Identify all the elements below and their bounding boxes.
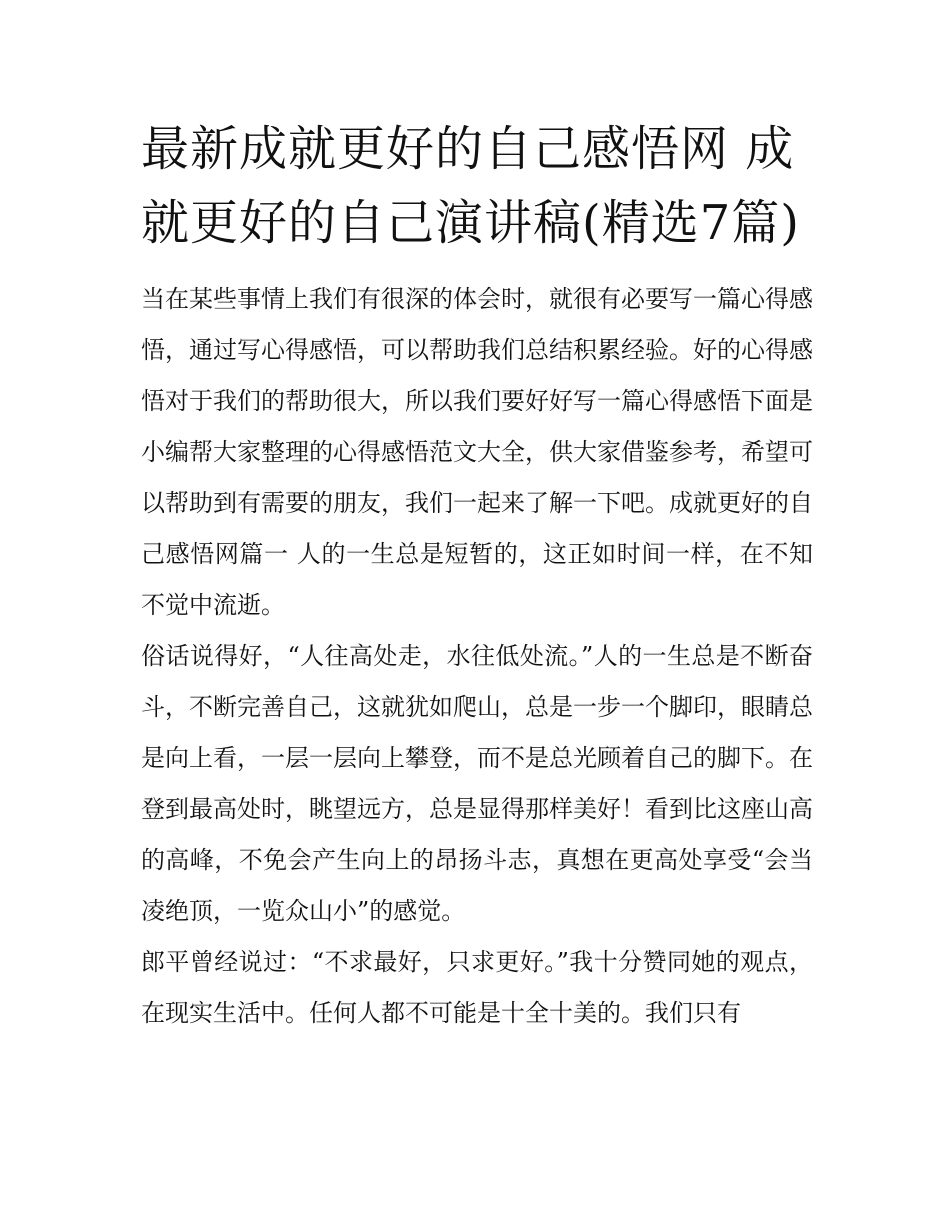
paragraph: 郎平曾经说过：“不求最好，只求更好。”我十分赞同她的观点，在现实生活中。任何人都不可能是十全十美的。我们只有 <box>141 948 813 1027</box>
document-content <box>141 112 813 1039</box>
document-title: 最新成就更好的自己感悟网 成就更好的自己演讲稿(精选7篇) <box>141 121 800 251</box>
document-body <box>141 274 813 1039</box>
paragraph: 俗话说得好，“人往高处走，水往低处流。”人的一生总是不断奋斗，不断完善自己，这就犹如爬山，总是一步一个脚印，眼睛总是向上看，一层一层向上攀登，而不是总光顾着自己的脚下。在登到最高处时，眺望远方，总是显得那样美好！看到比这座山高的高峰，不免会产生向上的昂扬斗志，真想在更高处享受“会当凌绝顶，一览众山小”的感觉。 <box>141 642 813 925</box>
paragraph: 当在某些事情上我们有很深的体会时，就很有必要写一篇心得感悟，通过写心得感悟，可以帮助我们总结积累经验。好的心得感悟对于我们的帮助很大，所以我们要好好写一篇心得感悟下面是小编帮大家整理的心得感悟范文大全，供大家借鉴参考，希望可以帮助到有需要的朋友，我们一起来了解一下吧。成就更好的自己感悟网篇一 人的一生总是短暂的，这正如时间一样，在不知不觉中流逝。 <box>141 285 813 619</box>
